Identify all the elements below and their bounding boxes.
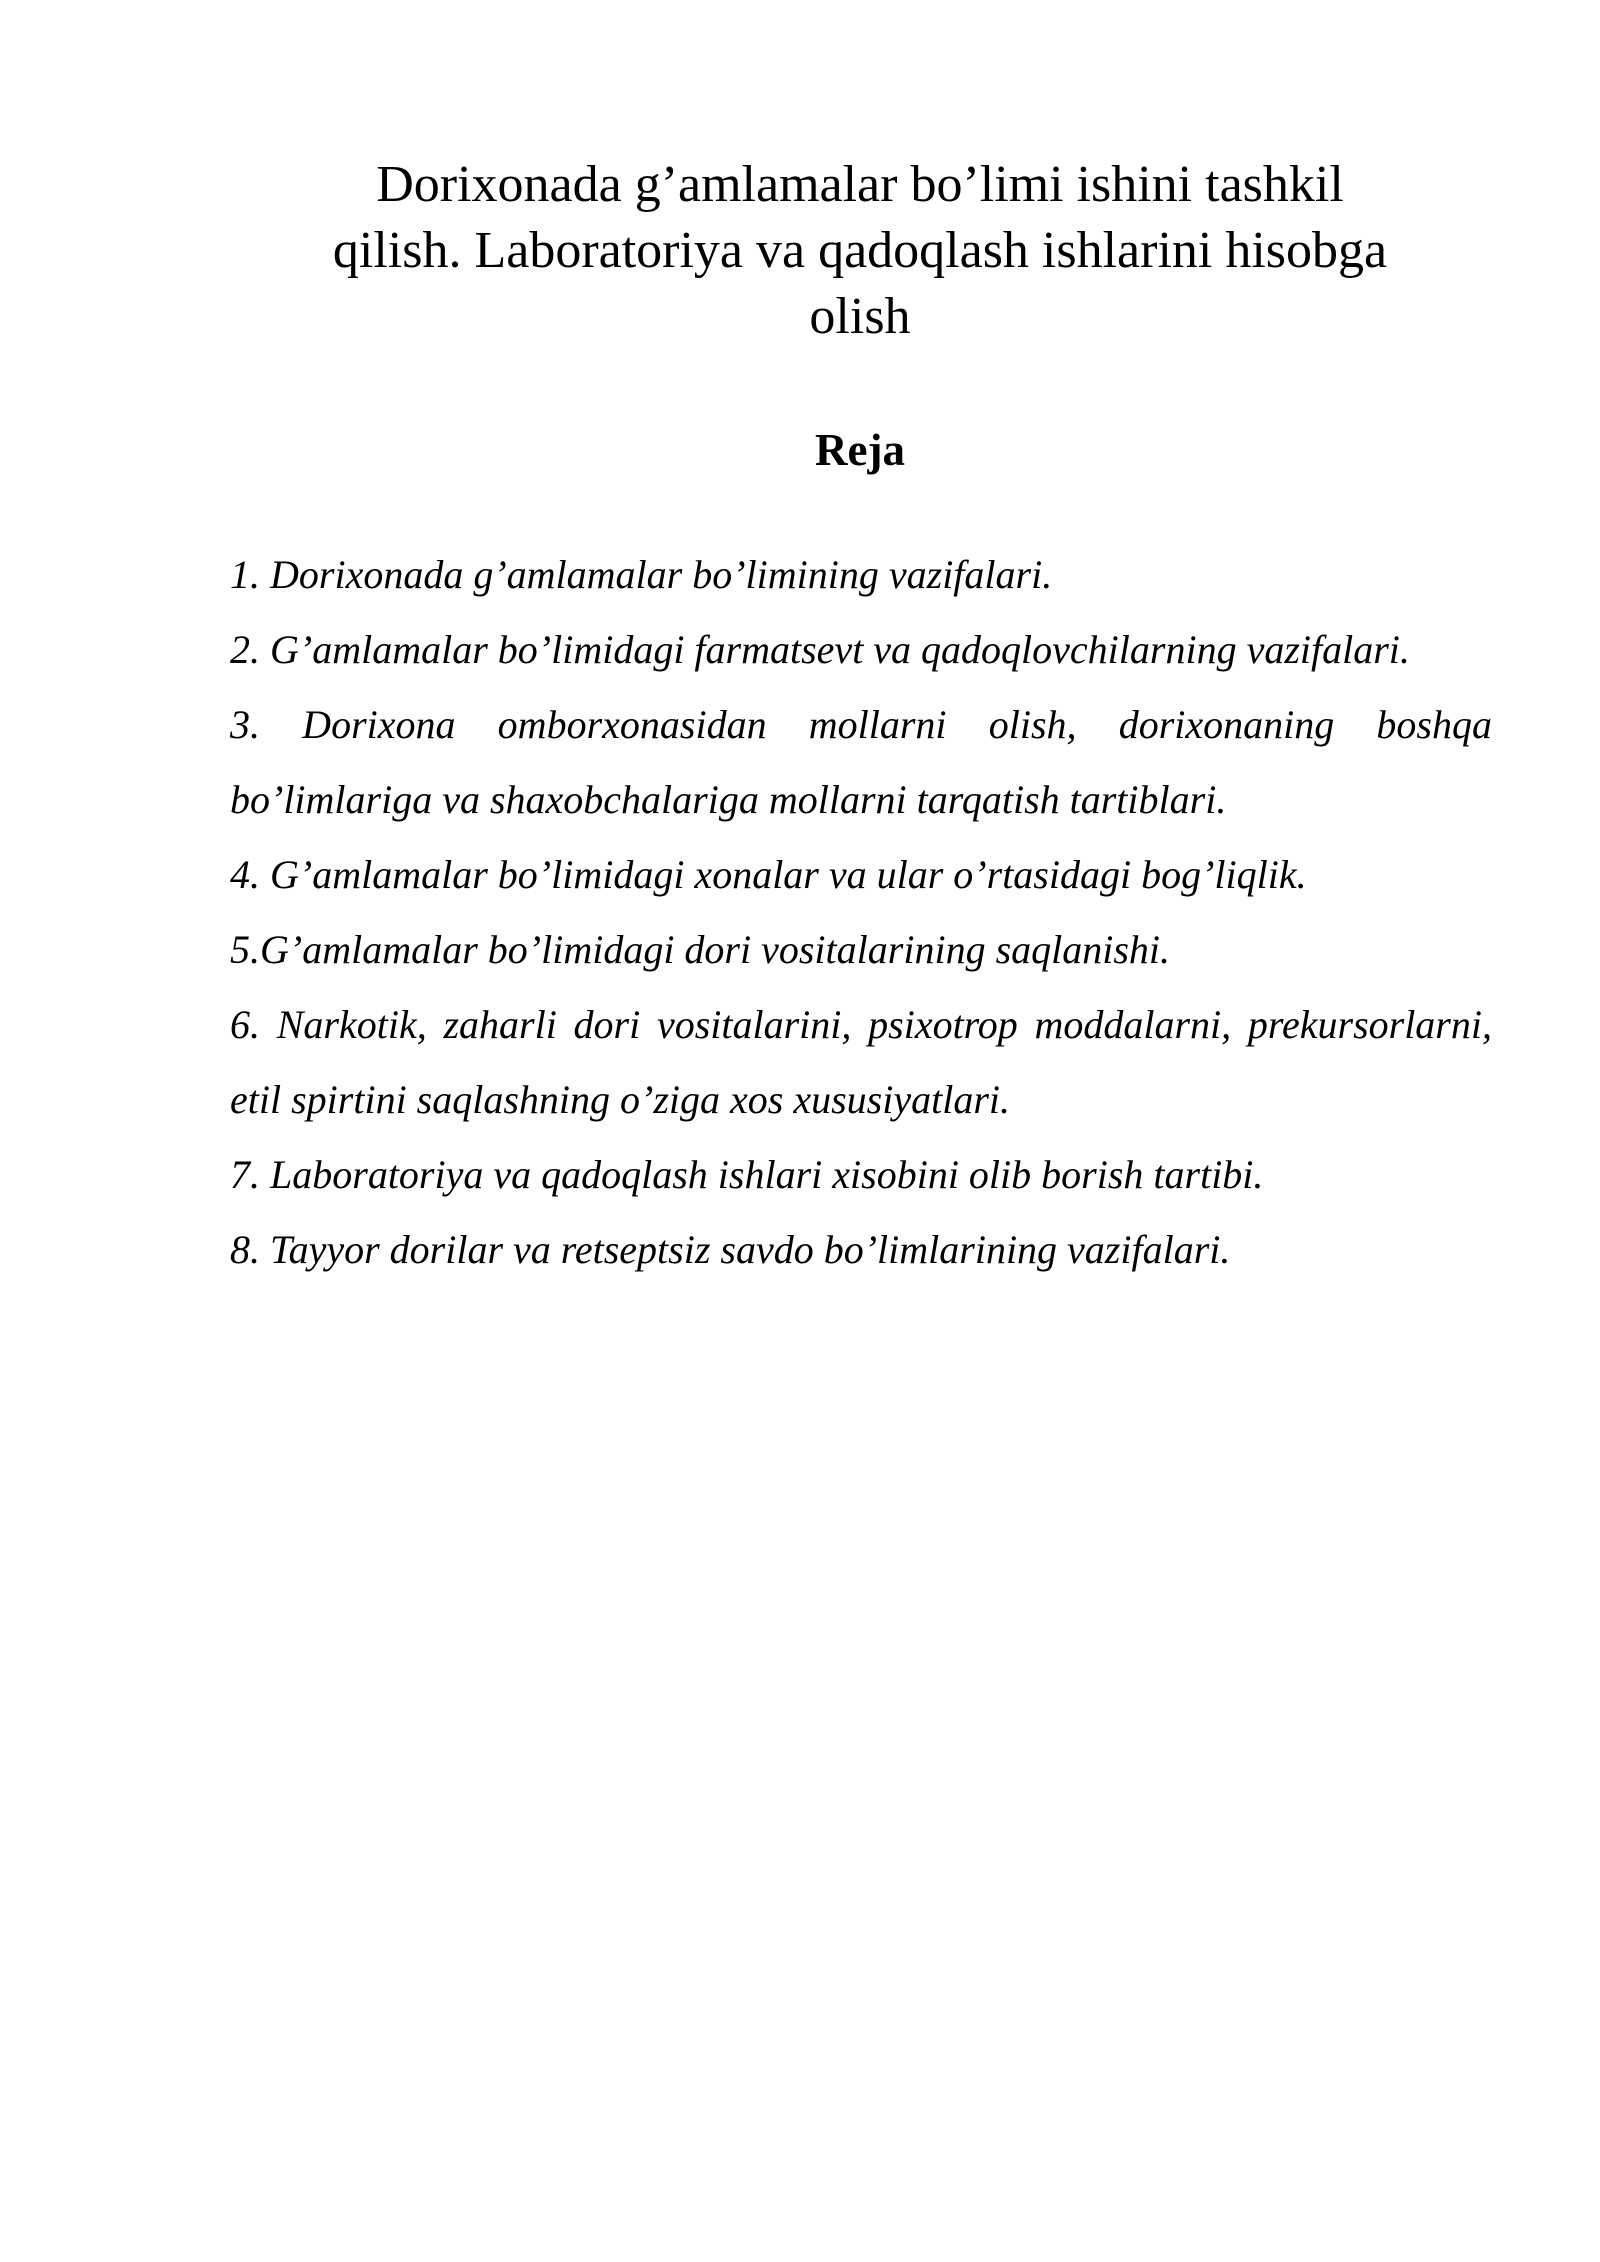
plan-heading: Reja xyxy=(815,425,905,475)
plan-item-2: 2. G’amlamalar bo’limidagi farmatsevt va qadoqlovchilarning vazifalari. xyxy=(230,627,1410,672)
plan-item-1: 1. Dorixonada g’amlamalar bo’limining vazifalari. xyxy=(230,552,1053,597)
document-title xyxy=(230,152,1490,350)
title-line: olish xyxy=(809,288,911,345)
plan-item-4: 4. G’amlamalar bo’limidagi xonalar va ular o’rtasidagi bog’liqlik. xyxy=(230,852,1307,897)
plan-list xyxy=(230,537,1492,1287)
plan-item-8: 8. Tayyor dorilar va retseptsiz savdo bo’limlarining vazifalari. xyxy=(230,1227,1231,1272)
title-line: qilish. Laboratoriya va qadoqlash ishlarini hisobga xyxy=(332,222,1388,279)
plan-item-7: 7. Laboratoriya va qadoqlash ishlari xisobini olib borish tartibi. xyxy=(230,1152,1264,1197)
plan-item-5: 5.G’amlamalar bo’limidagi dori vositalarining saqlanishi. xyxy=(230,927,1171,972)
title-line: Dorixonada g’amlamalar bo’limi ishini tashkil xyxy=(376,156,1344,213)
plan-item-3: 3. Dorixona omborxonasidan mollarni olish, dorixonaning boshqa bo’limlariga va shaxobchalariga mollarni tarqatish tartiblari. xyxy=(230,702,1492,822)
plan-item-6: 6. Narkotik, zaharli dori vositalarini, psixotrop moddalarni, prekursorlarni, etil spirtini saqlashning o’ziga xos xususiyatlari. xyxy=(230,1002,1492,1122)
